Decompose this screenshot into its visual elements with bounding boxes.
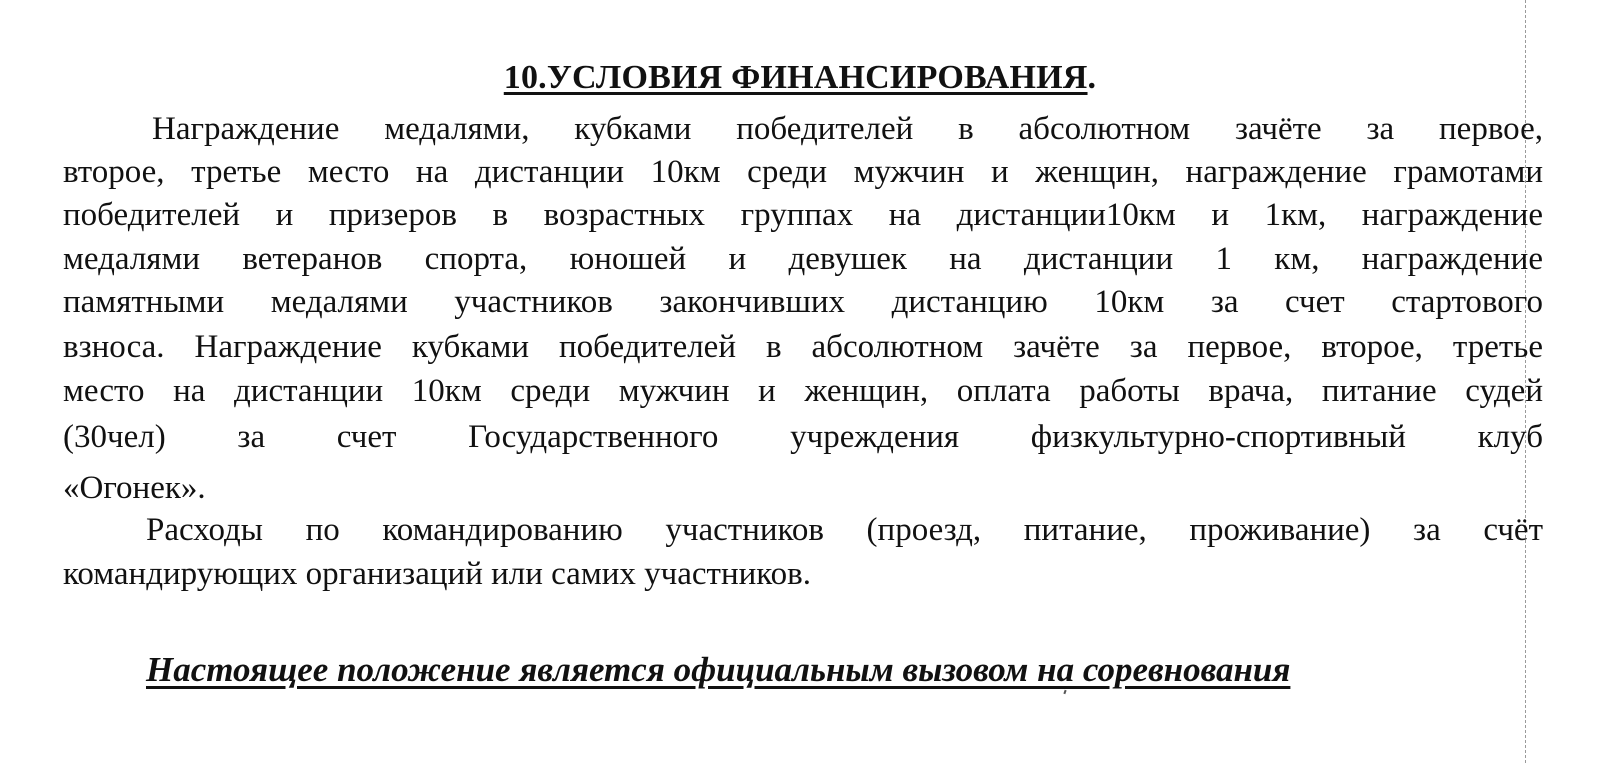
paragraph-line: (30чел) за счет Государственного учреждения физкультурно-спортивный клуб — [63, 419, 1543, 455]
paragraph-line: взноса. Награждение кубками победителей в абсолютном зачёте за первое, второе, третье — [63, 329, 1543, 365]
paragraph-line: Награждение медалями, кубками победителей в абсолютном зачёте за первое, — [152, 111, 1543, 147]
paragraph-line: «Огонек». — [63, 470, 206, 506]
section-heading — [0, 58, 1600, 98]
section-heading-title: 10.УСЛОВИЯ ФИНАНСИРОВАНИЯ — [503, 59, 1088, 96]
paragraph-line: Расходы по командированию участников (проезд, питание, проживание) за счёт — [146, 512, 1543, 548]
paragraph-line: второе, третье место на дистанции 10км среди мужчин и женщин, награждение грамотами — [63, 154, 1543, 190]
official-invitation-statement: Настоящее положение является официальным вызовом на соревнования — [146, 650, 1291, 689]
scan-speck — [1063, 690, 1066, 694]
paragraph-line: медалями ветеранов спорта, юношей и девушек на дистанции 1 км, награждение — [63, 241, 1543, 277]
paragraph-line: памятными медалями участников закончивших дистанцию 10км за счет стартового — [63, 284, 1543, 320]
paragraph-line: командирующих организаций или самих участников. — [63, 556, 811, 592]
paragraph-line: место на дистанции 10км среди мужчин и женщин, оплата работы врача, питание судей — [63, 373, 1543, 409]
paragraph-line: победителей и призеров в возрастных группах на дистанции10км и 1км, награждение — [63, 197, 1543, 233]
section-heading-dot: . — [1087, 59, 1097, 96]
